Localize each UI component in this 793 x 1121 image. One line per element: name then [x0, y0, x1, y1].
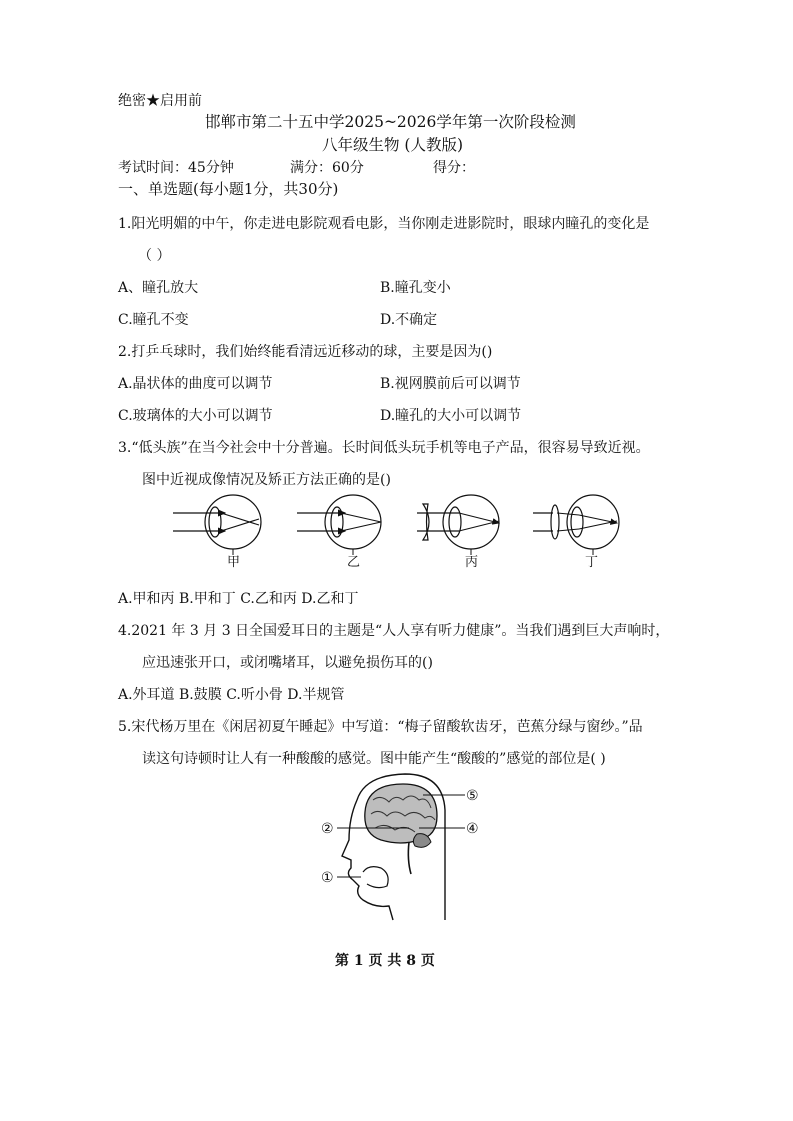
q5-stem-line1: 5.宋代杨万里在《闲居初夏午睡起》中写道：“梅子留酸软齿牙，芭蕉分绿与窗纱。”品 [118, 719, 643, 735]
exam-time: 考试时间：45分钟 [118, 160, 234, 176]
q2-option-d: D.瞳孔的大小可以调节 [380, 408, 522, 424]
q4-options: A.外耳道 B.鼓膜 C.听小骨 D.半规管 [118, 687, 345, 703]
confidential-label: 绝密★启用前 [118, 93, 202, 109]
q3-options: A.甲和丙 B.甲和丁 C.乙和丙 D.乙和丁 [118, 591, 359, 607]
page-number-footer: 第 1 页 共 8 页 [335, 953, 435, 969]
eye-label-yi: 乙 [347, 555, 361, 570]
q1-stem-line1: 1.阳光明媚的中午，你走进电影院观看电影，当你刚走进影院时，眼球内瞳孔的变化是 [118, 216, 650, 232]
q1-stem-line2: （ ） [138, 248, 171, 264]
label-one: ① [321, 870, 334, 886]
school-exam-title: 邯郸市第二十五中学2025~2026学年第一次阶段检测 [205, 113, 576, 131]
q2-stem: 2.打乒乓球时，我们始终能看清远近移动的球，主要是因为() [118, 344, 493, 360]
full-score: 满分：60分 [290, 160, 364, 176]
eye-label-bing: 丙 [465, 555, 479, 570]
eye-diagram-yi [297, 495, 381, 555]
section-title: 一、单选题(每小题1分，共30分) [118, 180, 339, 198]
q2-option-a: A.晶状体的曲度可以调节 [118, 376, 273, 392]
eye-label-jia: 甲 [227, 555, 241, 570]
q2-option-b: B.视网膜前后可以调节 [380, 376, 521, 392]
eye-diagram-figure [165, 492, 620, 574]
label-four: ④ [466, 821, 479, 837]
q1-option-c: C.瞳孔不变 [118, 312, 189, 328]
brain-drawing [365, 784, 437, 874]
q3-stem-line1: 3.“低头族”在当今社会中十分普遍。长时间低头玩手机等电子产品，很容易导致近视。 [118, 440, 650, 456]
eye-diagram-bing [417, 495, 499, 555]
q2-option-c: C.玻璃体的大小可以调节 [118, 408, 273, 424]
q4-stem-line1: 4.2021 年 3 月 3 日全国爱耳日的主题是“人人享有听力健康”。当我们遇到巨大声响时， [118, 623, 670, 639]
q1-option-b: B.瞳孔变小 [380, 280, 451, 296]
head-brain-figure [315, 770, 495, 928]
q3-stem-line2: 图中近视成像情况及矫正方法正确的是() [142, 472, 391, 488]
q4-stem-line2: 应迅速张开口，或闭嘴堵耳，以避免损伤耳的() [142, 655, 433, 671]
eye-diagram-jia [173, 495, 261, 555]
q1-option-d: D.不确定 [380, 312, 438, 328]
eye-diagram-ding [533, 495, 619, 555]
q5-stem-line2: 读这句诗顿时让人有一种酸酸的感觉。图中能产生“酸酸的”感觉的部位是( ) [142, 751, 606, 767]
score-label: 得分： [433, 160, 475, 176]
subject-title: 八年级生物 (人教版) [322, 136, 464, 154]
eye-label-ding: 丁 [585, 555, 599, 570]
label-five: ⑤ [466, 788, 479, 804]
q1-option-a: A、瞳孔放大 [118, 280, 199, 296]
label-two: ② [321, 821, 334, 837]
